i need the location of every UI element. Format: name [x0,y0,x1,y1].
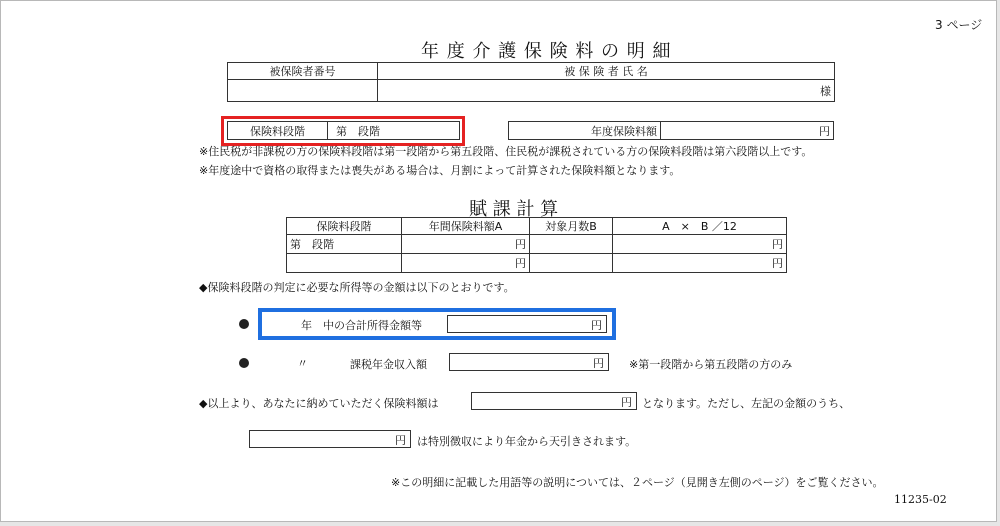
bullet-icon [239,319,249,329]
deduction-suffix: は特別徴収により年金から天引きされます。 [417,435,637,448]
level-label: 保険料段階 [228,122,328,140]
income-total-label: 年 中の合計所得金額等 [301,319,422,332]
header-formula: A × B ／12 [613,218,787,235]
insured-number-label: 被保険者番号 [228,63,378,80]
income-highlight [258,308,616,340]
row-level [287,254,402,273]
bullet-icon [239,358,249,368]
section-title: 賦 課 計 算 [469,199,559,220]
row-months[interactable] [530,235,613,254]
honorific: 様 [820,84,831,98]
income-intro: ◆保険料段階の判定に必要な所得等の金額は以下のとおりです。 [199,281,515,294]
header-level: 保険料段階 [287,218,402,235]
calc-table [286,217,787,273]
row-months[interactable] [530,254,613,273]
yen-unit: 円 [591,319,602,332]
note-mid-year: ※年度途中で資格の取得または喪失がある場合は、月割によって計算された保険料額となります。 [199,164,681,177]
payment-suffix: となります。ただし、左記の金額のうち、 [642,397,851,410]
yen-unit: 円 [772,257,783,270]
page-number: 3 ページ [935,18,983,32]
footer-note: ※この明細に記載した用語等の説明については、２ページ（見開き左側のページ）をご覧ください。 [391,476,884,489]
pension-income-field[interactable] [449,353,609,371]
annual-fee-field[interactable] [661,122,834,140]
yen-unit: 円 [593,357,604,370]
table-row [287,254,787,273]
annual-fee-label: 年度保険料額 [509,122,661,140]
ditto-mark: 〃 [297,357,308,370]
pension-income-note: ※第一段階から第五段階の方のみ [629,358,793,371]
insured-name-field[interactable] [378,80,835,102]
row-amount[interactable] [402,254,530,273]
header-months: 対象月数B [530,218,613,235]
form-code: 11235-02 [894,493,947,506]
row-result[interactable] [613,254,787,273]
row-amount[interactable] [402,235,530,254]
yen-unit: 円 [395,434,406,447]
yen-unit: 円 [621,396,632,409]
yen-unit: 円 [772,238,783,251]
row-level: 第 段階 [287,235,402,254]
yen-unit: 円 [819,124,830,138]
level-highlight [221,116,465,146]
insured-table [227,62,835,102]
yen-unit: 円 [515,257,526,270]
note-tax-status: ※住民税が非課税の方の保険料段階は第一段階から第五段階、住民税が課税されている方の保険料段階は第六段階以上です。 [199,145,813,158]
header-annual-amount: 年間保険料額A [402,218,530,235]
payment-amount-field[interactable] [471,392,637,410]
level-value: 第 段階 [328,122,460,140]
annual-fee-box [508,121,834,140]
pension-income-label: 課税年金収入額 [350,358,427,371]
row-result[interactable] [613,235,787,254]
deduction-amount-field[interactable] [249,430,411,448]
payment-prefix: ◆以上より、あなたに納めていただく保険料額は [199,397,439,410]
insured-number-field[interactable] [228,80,378,102]
insured-name-label: 被 保 険 者 氏 名 [378,63,835,80]
page-title: 年 度 介 護 保 険 料 の 明 細 [421,41,672,62]
table-row [287,235,787,254]
yen-unit: 円 [515,238,526,251]
